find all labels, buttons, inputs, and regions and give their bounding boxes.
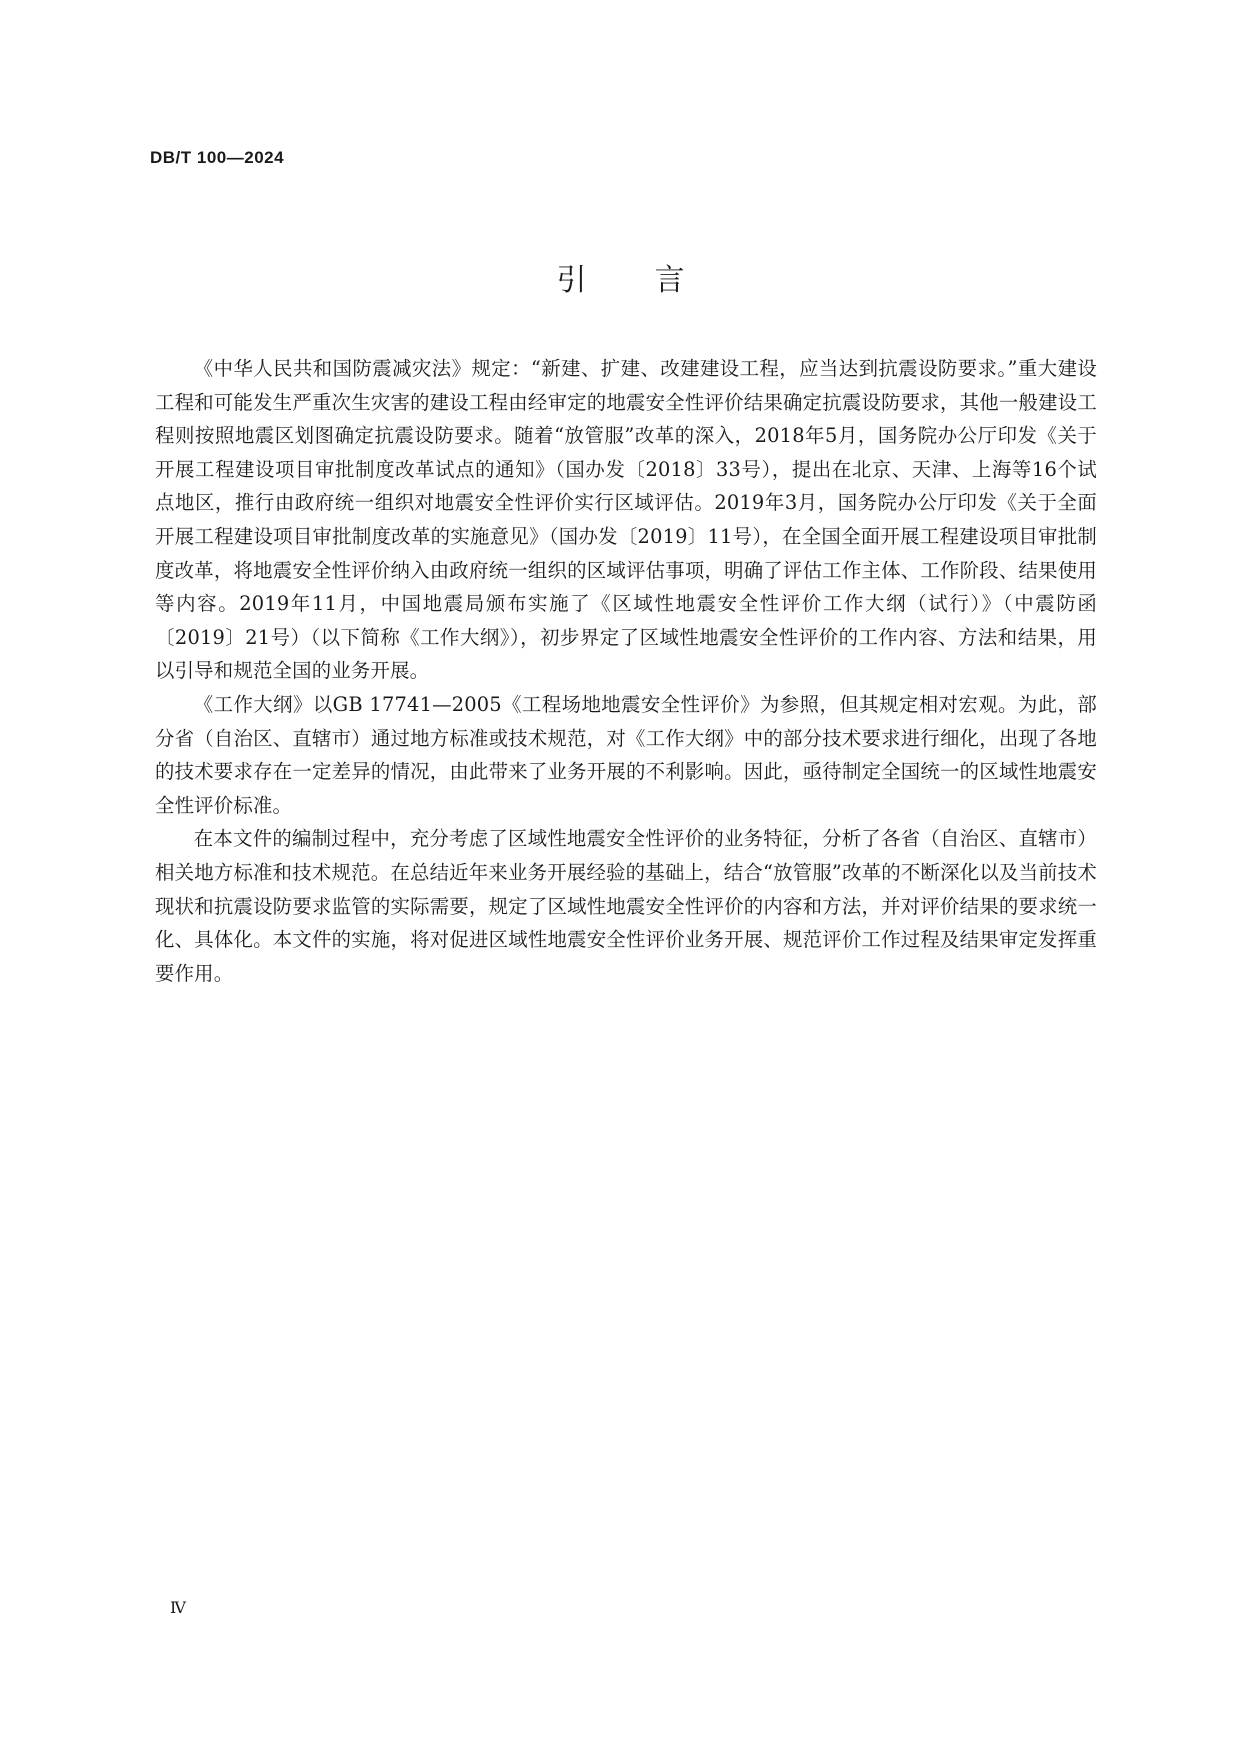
introduction-body bbox=[155, 352, 1097, 990]
paragraph: 《中华人民共和国防震减灾法》规定：“新建、扩建、改建建设工程，应当达到抗震设防要求。”重大建设工程和可能发生严重次生灾害的建设工程由经审定的地震安全性评价结果确定抗震设防要求，其他一般建设工程则按照地震区划图确定抗震设防要求。随着“放管服”改革的深入，2018年5月，国务院办公厅印发《关于开展工程建设项目审批制度改革试点的通知》（国办发〔2018〕33号），提出在北京、天津、上海等16个试点地区，推行由政府统一组织对地震安全性评价实行区域评估。2019年3月，国务院办公厅印发《关于全面开展工程建设项目审批制度改革的实施意见》（国办发〔2019〕11号），在全国全面开展工程建设项目审批制度改革，将地震安全性评价纳入由政府统一组织的区域评估事项，明确了评估工作主体、工作阶段、结果使用等内容。2019年11月，中国地震局颁布实施了《区域性地震安全性评价工作大纲（试行）》（中震防函〔2019〕21号）（以下简称《工作大纲》），初步界定了区域性地震安全性评价的工作内容、方法和结果，用以引导和规范全国的业务开展。 bbox=[155, 357, 1097, 683]
section-title bbox=[0, 255, 1241, 299]
section-title-char-1: 引 bbox=[556, 263, 587, 298]
standard-code-header: DB/T 100—2024 bbox=[150, 148, 285, 167]
paragraph: 《工作大纲》以GB 17741—2005《工程场地地震安全性评价》为参照，但其规定相对宏观。为此，部分省（自治区、直辖市）通过地方标准或技术规范，对《工作大纲》中的部分技术要求进行细化，出现了各地的技术要求存在一定差异的情况，由此带来了业务开展的不利影响。因此，亟待制定全国统一的区域性地震安全性评价标准。 bbox=[155, 692, 1097, 817]
page-number: Ⅳ bbox=[170, 1598, 186, 1617]
paragraph: 在本文件的编制过程中，充分考虑了区域性地震安全性评价的业务特征，分析了各省（自治区、直辖市）相关地方标准和技术规范。在总结近年来业务开展经验的基础上，结合“放管服”改革的不断深化以及当前技术现状和抗震设防要求监管的实际需要，规定了区域性地震安全性评价的内容和方法，并对评价结果的要求统一化、具体化。本文件的实施，将对促进区域性地震安全性评价业务开展、规范评价工作过程及结果审定发挥重要作用。 bbox=[155, 827, 1097, 985]
section-title-char-2: 言 bbox=[654, 263, 685, 298]
